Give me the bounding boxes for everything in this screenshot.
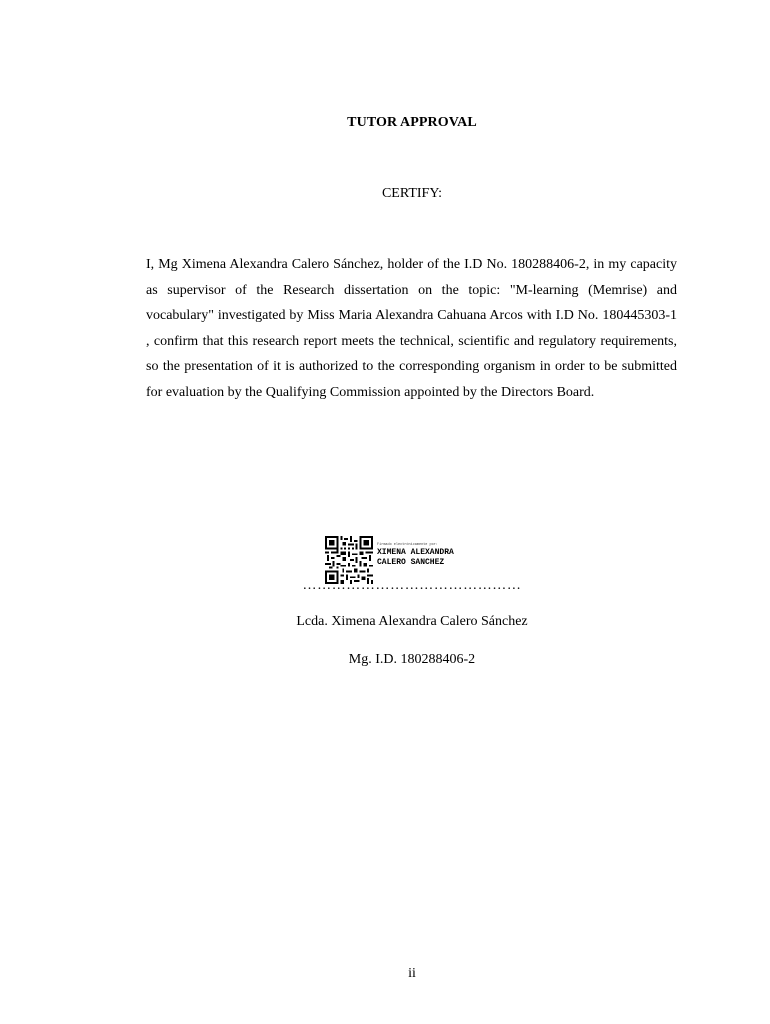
signature-note: Firmado electrónicamente por:: [377, 543, 438, 547]
signer-name: Lcda. Ximena Alexandra Calero Sánchez: [296, 614, 528, 629]
page-title: TUTOR APPROVAL: [347, 115, 477, 130]
certify-heading: CERTIFY:: [381, 186, 443, 201]
page-number: ii: [408, 966, 416, 981]
signer-id: Mg. I.D. 180288406-2: [348, 652, 476, 667]
electronic-signature: [325, 536, 525, 584]
qr-code-icon: [325, 536, 373, 584]
signature-line: ………………………………………: [302, 578, 522, 593]
signature-name: XIMENA ALEXANDRA CALERO SANCHEZ: [377, 548, 454, 567]
certification-paragraph: I, Mg Ximena Alexandra Calero Sánchez, holder of the I.D No. 180288406-2, in my capacity as supervisor of the Research dissertation on the topic: "M-learning (Memrise) and vocabulary" investigated by Miss Maria Alexandra Cahuana Arcos with I.D No. 180445303-1 , confirm that this research report meets the technical, scientific and regulatory requirements, so the presentation of it is authorized to the corresponding organism in order to be submitted for evaluation by the Qualifying Commission appointed by the Directors Board.: [146, 257, 677, 400]
